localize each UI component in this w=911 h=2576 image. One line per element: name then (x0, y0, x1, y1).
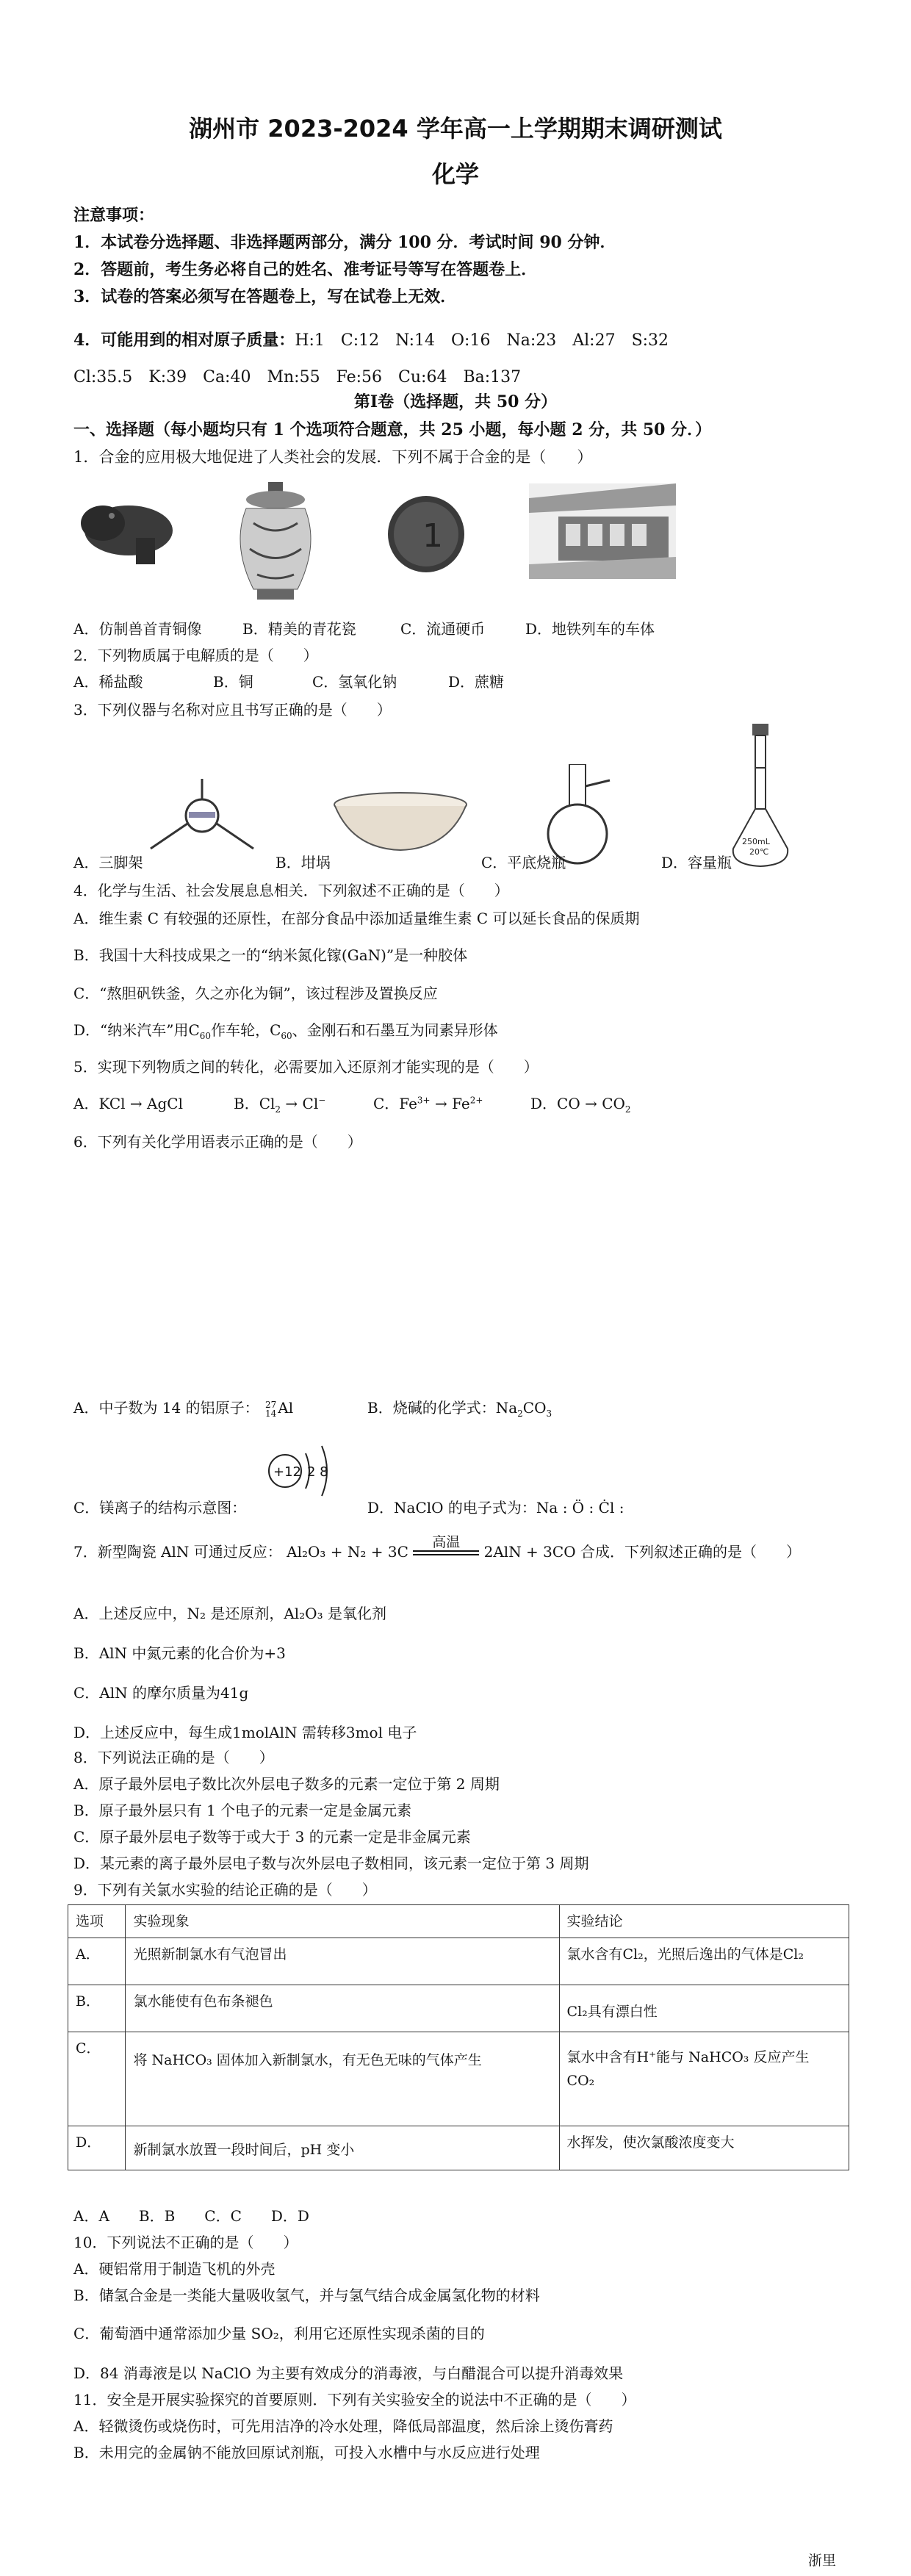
q5-b-sup: − (318, 1095, 326, 1106)
q4-d-c60b: C (270, 1021, 281, 1039)
q11-option-b: B．未用完的金属钠不能放回原试剂瓶，可投入水槽中与水反应进行处理 (73, 2444, 540, 2461)
coin-image (386, 494, 467, 575)
q7-stem-pre: 7．新型陶瓷 AlN 可通过反应： (73, 1543, 282, 1561)
q1-stem: 1．合金的应用极大地促进了人类社会的发展．下列不属于合金的是（ ） (73, 448, 593, 466)
q5-option-d (530, 1092, 631, 1115)
row-a-phenomenon: 光照新制氯水有气泡冒出 (126, 1938, 559, 1985)
row-a-option: A． (68, 1938, 126, 1985)
exam-title: 湖州市 2023-2024 学年高一上学期期末调研测试 (189, 115, 722, 143)
q4-d-suffix: 、金刚石和石墨互为同素异形体 (292, 1021, 498, 1039)
q3-option-b: B．坩埚 (276, 854, 331, 871)
q7-eq-right: 2AlN + 3CO (483, 1543, 576, 1561)
q8-option-b: B．原子最外层只有 1 个电子的元素一定是金属元素 (73, 1802, 412, 1819)
part1-title: 第Ⅰ卷（选择题，共 50 分） (353, 392, 558, 411)
table-row (68, 2126, 849, 2170)
header-phenomenon: 实验现象 (126, 1905, 559, 1938)
row-b-option: B． (68, 1985, 126, 2032)
header-conclusion: 实验结论 (559, 1905, 849, 1938)
q4-d-c60a: C (188, 1021, 200, 1039)
table-header-row (68, 1905, 849, 1938)
q4-d-c60a-sub: 60 (199, 1031, 212, 1041)
tripod-image (143, 775, 261, 856)
q6-d-prefix: D．NaClO 的电子式为： (367, 1499, 536, 1517)
q4-stem: 4．化学与生活、社会发展息息相关．下列叙述不正确的是（ ） (73, 882, 509, 899)
row-d-option: D． (68, 2126, 126, 2170)
q11-option-a: A．轻微烫伤或烧伤时，可先用洁净的冷水处理，降低局部温度，然后涂上烫伤膏药 (73, 2417, 613, 2435)
table-row (68, 1985, 849, 2032)
header-option: 选项 (68, 1905, 126, 1938)
mg-nucleus-label: +12 (273, 1464, 301, 1480)
q5-b-post: → Cl (281, 1095, 319, 1112)
q1-option-c: C．流通硬币 (400, 620, 486, 638)
q2-option-d: D．蔗糖 (448, 673, 505, 691)
q6-stem: 6．下列有关化学用语表示正确的是（ ） (73, 1133, 362, 1151)
row-d-phenomenon: 新制氯水放置一段时间后，pH 变小 (126, 2126, 559, 2170)
q5-d-pre: D．CO → CO (530, 1095, 625, 1112)
q4-option-a: A．维生素 C 有较强的还原性，在部分食品中添加适量维生素 C 可以延长食品的保质期 (73, 910, 640, 927)
q7-stem-post: 合成．下列叙述正确的是（ ） (580, 1543, 801, 1561)
row-d-conclusion: 水挥发，使次氯酸浓度变大 (559, 2126, 849, 2170)
q10-option-b: B．储氢合金是一类能大量吸收氢气，并与氢气结合成金属氢化物的材料 (73, 2287, 540, 2304)
q7-option-d: D．上述反应中，每生成1molAlN 需转移3mol 电子 (73, 1724, 417, 1741)
q5-d-sub: 2 (624, 1104, 631, 1115)
q6-b-co: CO (522, 1399, 547, 1417)
mg-shells-label: 2 8 (307, 1464, 328, 1480)
q4-option-c: C．“熬胆矾铁釜，久之亦化为铜”，该过程涉及置换反应 (73, 985, 438, 1002)
table-row (68, 1938, 849, 1985)
row-c-conclusion: 氯水中含有H⁺能与 NaHCO₃ 反应产生 CO₂ (559, 2032, 849, 2126)
q5-option-a: A．KCl → AgCl (73, 1095, 183, 1112)
section-title: 一、选择题（每小题均只有 1 个选项符合题意，共 25 小题，每小题 2 分，共 50 分．） (73, 420, 712, 439)
q6-d-formula: Na : Ö : Ċl : (536, 1499, 624, 1517)
q7-option-a: A．上述反应中，N₂ 是还原剂，Al₂O₃ 是氧化剂 (73, 1605, 386, 1622)
q6-a-prefix: A．中子数为 14 的铝原子： (73, 1399, 259, 1417)
q6-b-sub2: 3 (546, 1408, 552, 1419)
flask-volume-label: 250mL (742, 837, 770, 846)
q9-stem: 9．下列有关氯水实验的结论正确的是（ ） (73, 1881, 377, 1899)
q3-option-a: A．三脚架 (73, 854, 143, 871)
row-c-phenomenon: 将 NaHCO₃ 固体加入新制氯水，有无色无味的气体产生 (126, 2032, 559, 2126)
subject-title: 化学 (431, 160, 479, 188)
q10-option-c: C．葡萄酒中通常添加少量 SO₂，利用它还原性实现杀菌的目的 (73, 2325, 485, 2342)
q5-c-pre: C．Fe (373, 1095, 417, 1112)
q4-d-mid: 作车轮， (211, 1021, 270, 1039)
bronze-head-image (73, 486, 176, 575)
mg-ion-structure-diagram (264, 1433, 345, 1506)
q2-option-c: C．氢氧化钠 (312, 673, 397, 691)
q5-b-sub: 2 (275, 1104, 281, 1115)
q2-stem: 2．下列物质属于电解质的是（ ） (73, 647, 318, 664)
q5-option-c (373, 1092, 483, 1113)
notice-item-2: 2．答题前，考生务必将自己的姓名、准考证号等写在答题卷上． (73, 260, 538, 279)
row-a-conclusion: 氯水含有Cl₂，光照后逸出的气体是Cl₂ (559, 1938, 849, 1985)
atomic-masses-label: 4．可能用到的相对原子质量： (73, 331, 295, 350)
q6-a-mass: 27 (264, 1399, 277, 1410)
q7-stem (73, 1534, 801, 1561)
q7-option-b: B．AlN 中氮元素的化合价为+3 (73, 1644, 286, 1662)
row-c-option: C． (68, 2032, 126, 2126)
porcelain-jar-image (224, 479, 327, 611)
q5-c-sup2: 2+ (469, 1095, 483, 1106)
atomic-masses-values1: H:1 C:12 N:14 O:16 Na:23 Al:27 S:32 (295, 331, 669, 350)
q5-stem: 5．实现下列物质之间的转化，必需要加入还原剂才能实现的是（ ） (73, 1058, 539, 1076)
q10-option-d: D．84 消毒液是以 NaClO 为主要有效成分的消毒液，与白醋混合可以提升消毒效果 (73, 2364, 624, 2382)
q6-b-sub1: 2 (517, 1408, 523, 1419)
q1-option-b: B．精美的青花瓷 (242, 620, 356, 638)
q4-option-b: B．我国十大科技成果之一的“纳米氮化镓(GaN)”是一种胶体 (73, 946, 468, 964)
q9-table (68, 1904, 849, 2170)
q10-option-a: A．硬铝常用于制造飞机的外壳 (73, 2260, 276, 2278)
q6-a-number: 14 (264, 1408, 277, 1419)
q1-option-a: A．仿制兽首青铜像 (73, 620, 202, 638)
atomic-masses-line1 (73, 328, 669, 350)
flask-temp-label: 20℃ (749, 847, 769, 857)
q7-eq-left: Al₂O₃ + N₂ + 3C (287, 1543, 408, 1561)
q3-option-d: D．容量瓶 (661, 854, 732, 871)
q6-a-nuclide (265, 1400, 276, 1418)
crucible-image (331, 790, 470, 856)
notice-item-1: 1．本试卷分选择题、非选择题两部分，满分 100 分．考试时间 90 分钟． (73, 233, 616, 252)
row-b-conclusion: Cl₂具有漂白性 (559, 1985, 849, 2032)
q8-option-c: C．原子最外层电子数等于或大于 3 的元素一定是非金属元素 (73, 1828, 471, 1846)
q2-option-b: B．铜 (213, 673, 253, 691)
notice-item-3: 3．试卷的答案必须写在答题卷上，写在试卷上无效． (73, 287, 457, 306)
table-row (68, 2032, 849, 2126)
q11-stem: 11．安全是开展实验探究的首要原则．下列有关实验安全的说法中不正确的是（ ） (73, 2391, 636, 2408)
q4-d-c60b-sub: 60 (281, 1031, 292, 1041)
q6-option-c: C．镁离子的结构示意图： (73, 1499, 247, 1517)
notice-heading: 注意事项： (73, 206, 155, 225)
q5-option-b (234, 1092, 325, 1115)
q10-stem: 10．下列说法不正确的是（ ） (73, 2234, 298, 2251)
subway-train-image (529, 483, 676, 579)
q8-option-d: D．某元素的离子最外层电子数与次外层电子数相同，该元素一定位于第 3 周期 (73, 1854, 589, 1872)
footer-mark: 浙里 (808, 2552, 837, 2569)
q5-c-mid: → Fe (430, 1095, 470, 1112)
q6-option-b (367, 1396, 552, 1419)
volumetric-flask-image (727, 724, 793, 871)
q6-b-na: Na (495, 1399, 518, 1417)
q6-option-d (367, 1496, 624, 1517)
q7-option-c: C．AlN 的摩尔质量为41g (73, 1684, 249, 1702)
q9-options: A．A B．B C．C D．D (73, 2207, 309, 2225)
atomic-masses-line2: Cl:35.5 K:39 Ca:40 Mn:55 Fe:56 Cu:64 Ba:137 (73, 368, 522, 386)
q4-option-d (73, 1018, 498, 1041)
q7-eq-condition: 高温 (432, 1534, 461, 1550)
q3-stem: 3．下列仪器与名称对应且书写正确的是（ ） (73, 701, 392, 719)
q6-a-symbol: Al (278, 1399, 294, 1417)
q8-option-a: A．原子最外层电子数比次外层电子数多的元素一定位于第 2 周期 (73, 1775, 500, 1793)
q6-option-a (73, 1396, 293, 1418)
q6-b-prefix: B．烧碱的化学式： (367, 1399, 496, 1417)
q5-b-pre: B．Cl (234, 1095, 276, 1112)
q4-d-prefix: D．“纳米汽车”用 (73, 1021, 189, 1039)
q5-c-sup1: 3+ (417, 1095, 431, 1106)
q8-stem: 8．下列说法正确的是（ ） (73, 1749, 274, 1766)
q2-option-a: A．稀盐酸 (73, 673, 143, 691)
q3-option-c: C．平底烧瓶 (481, 854, 566, 871)
svg-text:1: 1 (422, 517, 443, 555)
q1-option-d: D．地铁列车的车体 (525, 620, 655, 638)
q7-eq-arrow (413, 1534, 479, 1561)
row-b-phenomenon: 氯水能使有色布条褪色 (126, 1985, 559, 2032)
